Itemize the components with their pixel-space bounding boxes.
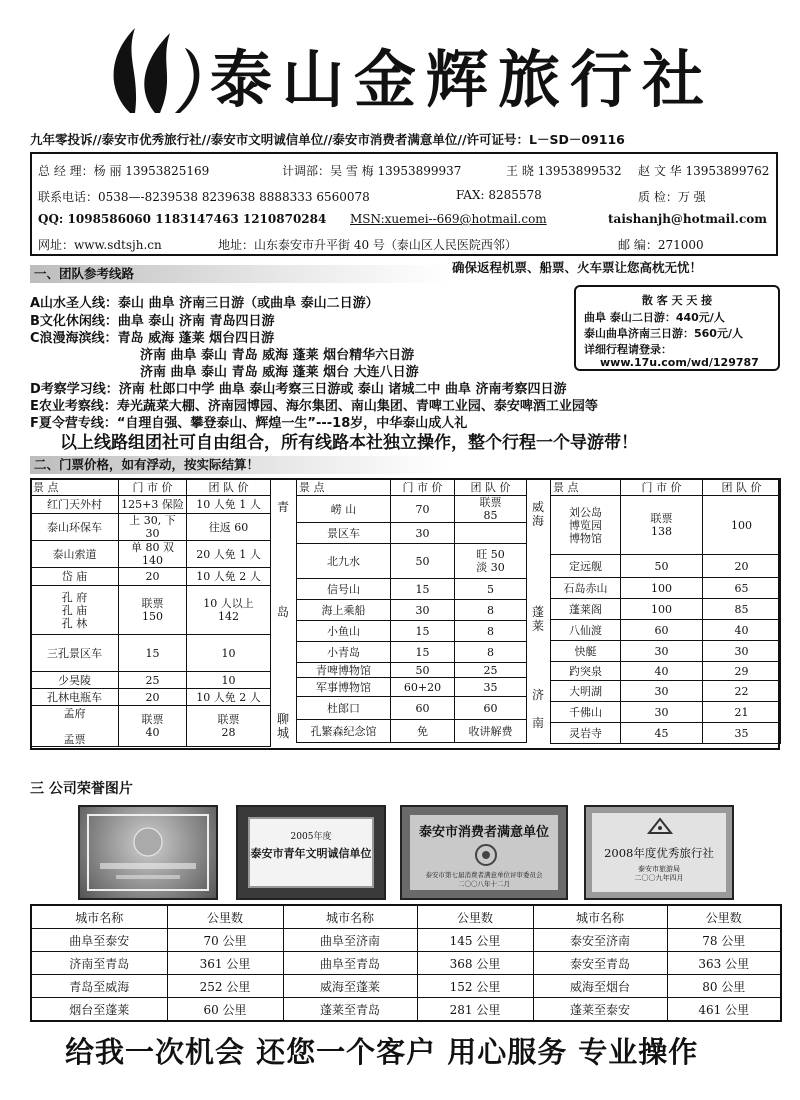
honor-plaque-2-year: 2005年度: [290, 832, 332, 842]
table-cell: 景区车: [297, 523, 391, 544]
table-cell: 公里数: [417, 905, 533, 929]
table-cell: 单 80 双 140: [119, 541, 187, 568]
table-cell: 10 人免 2 人: [187, 689, 271, 706]
table-cell: 60: [621, 620, 703, 641]
table-row: [297, 642, 527, 663]
table-cell: 千佛山: [551, 702, 621, 723]
table-cell: 21: [703, 702, 781, 723]
table-cell: 联票 150: [119, 586, 187, 635]
tourism-logo-icon: [647, 817, 673, 835]
table-cell: 361 公里: [167, 952, 283, 975]
honor-plaque-4-issuer: 泰安市旅游局 二〇〇九年四月: [634, 865, 684, 882]
table-cell: 定远舰: [551, 555, 621, 578]
table-cell: 泰安至青岛: [533, 952, 667, 975]
quality-inspector: 质 检：万 强: [638, 190, 706, 204]
table-cell: 20: [703, 555, 781, 578]
table-cell: 5: [455, 579, 527, 600]
table-row: [297, 544, 527, 579]
table-cell: 65: [703, 578, 781, 599]
table-cell: 50: [621, 555, 703, 578]
ticket-table-weihai-jinan: [550, 478, 781, 744]
table-row: [551, 555, 781, 578]
table-cell: 10 人免 1 人: [187, 496, 271, 514]
table-cell: 旺 50 淡 30: [455, 544, 527, 579]
table-cell: 城市名称: [31, 905, 167, 929]
distance-table: [30, 904, 782, 1022]
table-cell: 信号山: [297, 579, 391, 600]
table-cell: 孟府 孟票: [31, 706, 119, 747]
table-cell: 蓬莱阁: [551, 599, 621, 620]
table-cell: 崂 山: [297, 496, 391, 523]
table-row: [297, 523, 527, 544]
contact-box: [30, 152, 778, 256]
table-row: [31, 998, 781, 1022]
table-cell: 少昊陵: [31, 672, 119, 689]
table-cell: 100: [621, 599, 703, 620]
table-cell: 联票 85: [455, 496, 527, 523]
msn-link[interactable]: MSN:xuemei--669@hotmail.com: [350, 212, 547, 226]
table-row: [31, 541, 271, 568]
ticket-table-taishan-qufu: [30, 478, 271, 747]
table-row: [551, 578, 781, 599]
honor-plaque-2-title: 泰安市青年文明诚信单位: [250, 847, 372, 860]
honor-plaque-3-title: 泰安市消费者满意单位: [418, 825, 549, 840]
table-cell: 50: [391, 663, 455, 678]
table-row: [31, 689, 271, 706]
region-label-weihai: 威 海: [531, 500, 544, 528]
table-cell: 门 市 价: [119, 479, 187, 496]
table-row: [297, 621, 527, 642]
route-b: B文化休闲线：曲阜 泰山 济南 青岛四日游: [30, 314, 275, 329]
route-c-eight-day: 济南 曲阜 泰山 青岛 威海 蓬莱 烟台 大连八日游: [140, 365, 419, 380]
table-cell: 20: [119, 568, 187, 586]
routes-section-title: 一、团队参考线路: [30, 265, 450, 283]
table-row: [31, 568, 271, 586]
table-cell: 泰山索道: [31, 541, 119, 568]
table-cell: 20 人免 1 人: [187, 541, 271, 568]
table-cell: 15: [119, 635, 187, 672]
table-cell: 368 公里: [417, 952, 533, 975]
table-cell: 公里数: [667, 905, 781, 929]
table-cell: 78 公里: [667, 929, 781, 952]
table-row: [31, 496, 271, 514]
table-cell: 小鱼山: [297, 621, 391, 642]
table-cell: 29: [703, 662, 781, 681]
table-cell: 公里数: [167, 905, 283, 929]
table-cell: 15: [391, 579, 455, 600]
table-cell: 152 公里: [417, 975, 533, 998]
table-cell: 145 公里: [417, 929, 533, 952]
table-cell: 100: [621, 578, 703, 599]
region-label-qingdao-2: 岛: [276, 605, 289, 619]
table-row: [31, 905, 781, 929]
table-cell: 45: [621, 723, 703, 744]
route-c-six-day: 济南 曲阜 泰山 青岛 威海 蓬莱 烟台精华六日游: [140, 348, 415, 363]
table-cell: 城市名称: [533, 905, 667, 929]
table-cell: 30: [703, 641, 781, 662]
table-row: [297, 663, 527, 678]
table-cell: 孔繁森纪念馆: [297, 720, 391, 743]
table-cell: 8: [455, 621, 527, 642]
table-cell: 小青岛: [297, 642, 391, 663]
honor-plaque-3-issuer: 泰安市第七届消费者满意单位评审委员会 二〇〇八年十二月: [425, 871, 543, 888]
honor-plaque-3-board: [410, 815, 558, 890]
table-cell: 团 队 价: [703, 479, 781, 496]
honor-section-title: 三 公司荣誉图片: [30, 781, 133, 797]
table-cell: 70: [391, 496, 455, 523]
table-cell: 曲阜至济南: [283, 929, 417, 952]
table-row: [551, 681, 781, 702]
route-c: C浪漫海滨线：青岛 威海 蓬莱 烟台四日游: [30, 331, 275, 346]
table-row: [551, 620, 781, 641]
table-cell: 80 公里: [667, 975, 781, 998]
table-cell: 烟台至蓬莱: [31, 998, 167, 1022]
table-cell: 门 市 价: [621, 479, 703, 496]
individual-tour-line-1: 曲阜 泰山二日游：440元/人: [584, 311, 725, 324]
table-cell: 30: [621, 702, 703, 723]
table-cell: 收讲解费: [455, 720, 527, 743]
table-cell: 八仙渡: [551, 620, 621, 641]
table-cell: 60: [391, 697, 455, 720]
table-row: [297, 479, 527, 496]
table-cell: 门 市 价: [391, 479, 455, 496]
table-cell: 青啤博物馆: [297, 663, 391, 678]
table-row: [31, 952, 781, 975]
honor-plaque-1: [78, 805, 218, 900]
ticket-table-qingdao-liaocheng: [296, 478, 527, 743]
table-cell: 军事博物馆: [297, 678, 391, 697]
table-cell: 281 公里: [417, 998, 533, 1022]
table-cell: 趵突泉: [551, 662, 621, 681]
table-cell: 景 点: [31, 479, 119, 496]
table-row: [31, 514, 271, 541]
table-cell: 60: [455, 697, 527, 720]
table-cell: 青岛至威海: [31, 975, 167, 998]
table-row: [551, 641, 781, 662]
fax: FAX: 8285578: [456, 188, 542, 202]
individual-tour-title: 散 客 天 天 接: [641, 294, 713, 307]
footer-slogan: 给我一次机会 还您一个客户 用心服务 专业操作: [65, 1035, 699, 1069]
table-cell: 联票 138: [621, 496, 703, 555]
table-cell: 25: [119, 672, 187, 689]
planning-dept: 计调部：吴 雪 梅 13953899937: [282, 164, 462, 178]
postcode: 邮 编：271000: [618, 238, 704, 252]
table-cell: 100: [703, 496, 781, 555]
table-cell: 三孔景区车: [31, 635, 119, 672]
table-cell: 孔 府 孔 庙 孔 林: [31, 586, 119, 635]
table-cell: 景 点: [551, 479, 621, 496]
table-row: [297, 697, 527, 720]
table-row: [551, 599, 781, 620]
honor-plaque-4-board: [592, 813, 726, 892]
website[interactable]: 网址：www.sdtsjh.cn: [38, 238, 162, 252]
route-d: D考察学习线：济南 杜郎口中学 曲阜 泰山考察三日游或 泰山 诸城二中 曲阜 济南考察四日游: [30, 382, 567, 397]
table-cell: 上 30, 下 30: [119, 514, 187, 541]
table-cell: [455, 523, 527, 544]
table-row: [31, 479, 271, 496]
table-cell: 威海至烟台: [533, 975, 667, 998]
table-cell: 35: [455, 678, 527, 697]
table-cell: 石岛赤山: [551, 578, 621, 599]
table-cell: 联票 40: [119, 706, 187, 747]
table-row: [297, 600, 527, 621]
table-row: [551, 723, 781, 744]
table-cell: 25: [455, 663, 527, 678]
table-row: [297, 720, 527, 743]
table-cell: 威海至蓬莱: [283, 975, 417, 998]
table-cell: 刘公岛 博览园 博物馆: [551, 496, 621, 555]
table-row: [297, 579, 527, 600]
table-cell: 8: [455, 642, 527, 663]
table-cell: 10 人以上 142: [187, 586, 271, 635]
table-row: [31, 586, 271, 635]
honor-plaque-3: [400, 805, 568, 900]
table-cell: 20: [119, 689, 187, 706]
table-cell: 363 公里: [667, 952, 781, 975]
table-row: [551, 496, 781, 555]
region-label-qingdao-1: 青: [276, 500, 289, 514]
contact-wang: 王 晓 13953899532: [506, 164, 622, 178]
table-cell: 461 公里: [667, 998, 781, 1022]
table-row: [551, 702, 781, 723]
table-row: [31, 929, 781, 952]
table-cell: 10 人免 2 人: [187, 568, 271, 586]
table-row: [31, 975, 781, 998]
table-cell: 杜郎口: [297, 697, 391, 720]
table-cell: 22: [703, 681, 781, 702]
table-cell: 蓬莱至青岛: [283, 998, 417, 1022]
table-cell: 40: [703, 620, 781, 641]
table-cell: 35: [703, 723, 781, 744]
table-cell: 85: [703, 599, 781, 620]
table-cell: 曲阜至青岛: [283, 952, 417, 975]
table-row: [297, 496, 527, 523]
table-cell: 团 队 价: [187, 479, 271, 496]
region-label-liaocheng: 聊 城: [276, 712, 289, 740]
contact-zhao: 赵 文 华 13953899762: [638, 164, 770, 178]
table-cell: 济南至青岛: [31, 952, 167, 975]
table-cell: 曲阜至泰安: [31, 929, 167, 952]
honor-plaque-2: [236, 805, 386, 900]
general-manager: 总 经 理：杨 丽 13953825169: [38, 164, 210, 178]
table-row: [551, 662, 781, 681]
table-cell: 60 公里: [167, 998, 283, 1022]
brand-name: 泰山金辉旅行社: [210, 43, 715, 116]
table-cell: 快艇: [551, 641, 621, 662]
qq-numbers: QQ: 1098586060 1183147463 1210870284: [38, 212, 327, 226]
honor-plaque-4: [584, 805, 734, 900]
individual-tour-url[interactable]: www.17u.com/wd/129787: [600, 356, 759, 369]
route-f: F夏令营专线：“自理自强、攀登泰山、辉煌一生”---18岁，中华泰山成人礼: [30, 416, 468, 431]
honor-emblem-icon: [80, 807, 216, 898]
table-cell: 60+20: [391, 678, 455, 697]
table-cell: 40: [621, 662, 703, 681]
phone-numbers: 联系电话：0538—-8239538 8239638 8888333 6560078: [38, 190, 370, 204]
honor-plaque-4-title: 2008年度优秀旅行社: [604, 846, 714, 860]
table-cell: 蓬莱至泰安: [533, 998, 667, 1022]
table-cell: 泰山环保车: [31, 514, 119, 541]
table-cell: 15: [391, 621, 455, 642]
table-cell: 景 点: [297, 479, 391, 496]
routes-slogan: 以上线路组团社可自由组合，所有线路本社独立操作，整个行程一个导游带！: [60, 433, 638, 453]
table-cell: 252 公里: [167, 975, 283, 998]
table-cell: 10: [187, 672, 271, 689]
table-cell: 北九水: [297, 544, 391, 579]
table-cell: 125+3 保险: [119, 496, 187, 514]
table-cell: 15: [391, 642, 455, 663]
table-cell: 70 公里: [167, 929, 283, 952]
table-cell: 往返 60: [187, 514, 271, 541]
table-cell: 10: [187, 635, 271, 672]
seal-icon: [474, 843, 498, 867]
table-row: [31, 635, 271, 672]
address: 地址：山东泰安市升平街 40 号（泰山区人民医院西邻）: [218, 238, 517, 252]
table-cell: 团 队 价: [455, 479, 527, 496]
table-cell: 灵岩寺: [551, 723, 621, 744]
guarantee-banner: 确保返程机票、船票、火车票让您高枕无忧！: [452, 260, 703, 275]
table-cell: 海上乘船: [297, 600, 391, 621]
table-cell: 30: [391, 523, 455, 544]
table-cell: 30: [621, 641, 703, 662]
email[interactable]: taishanjh@hotmail.com: [608, 212, 767, 226]
individual-tour-line-3: 详细行程请登录：: [584, 343, 672, 356]
flame-logo-icon: [100, 18, 210, 118]
table-cell: 泰安至济南: [533, 929, 667, 952]
table-cell: 城市名称: [283, 905, 417, 929]
region-label-penglai: 蓬 莱: [531, 605, 544, 633]
table-row: [31, 672, 271, 689]
tagline: 九年零投诉//泰安市优秀旅行社//泰安市文明诚信单位//泰安市消费者满意单位//许可证号：L－SD－09116: [30, 132, 625, 147]
table-cell: 8: [455, 600, 527, 621]
individual-tour-line-2: 泰山曲阜济南三日游：560元/人: [584, 327, 743, 340]
table-cell: 免: [391, 720, 455, 743]
region-label-jinan: 济 南: [531, 688, 544, 730]
table-cell: 30: [621, 681, 703, 702]
table-row: [31, 706, 271, 747]
table-cell: 大明湖: [551, 681, 621, 702]
table-row: [297, 678, 527, 697]
table-cell: 联票 28: [187, 706, 271, 747]
route-a: A山水圣人线：泰山 曲阜 济南三日游（或曲阜 泰山二日游）: [30, 296, 379, 311]
table-cell: 红门天外村: [31, 496, 119, 514]
route-e: E农业考察线：寿光蔬菜大棚、济南园博园、海尔集团、南山集团、青啤工业园、泰安啤酒工业园等: [30, 399, 598, 414]
table-cell: 孔林电瓶车: [31, 689, 119, 706]
table-cell: 30: [391, 600, 455, 621]
honor-plaque-2-board: [248, 817, 374, 888]
table-cell: 50: [391, 544, 455, 579]
table-row: [551, 479, 781, 496]
table-cell: 岱 庙: [31, 568, 119, 586]
tickets-section-title: 二、门票价格，如有浮动，按实际结算！: [30, 456, 450, 474]
individual-tour-box: [574, 285, 780, 371]
